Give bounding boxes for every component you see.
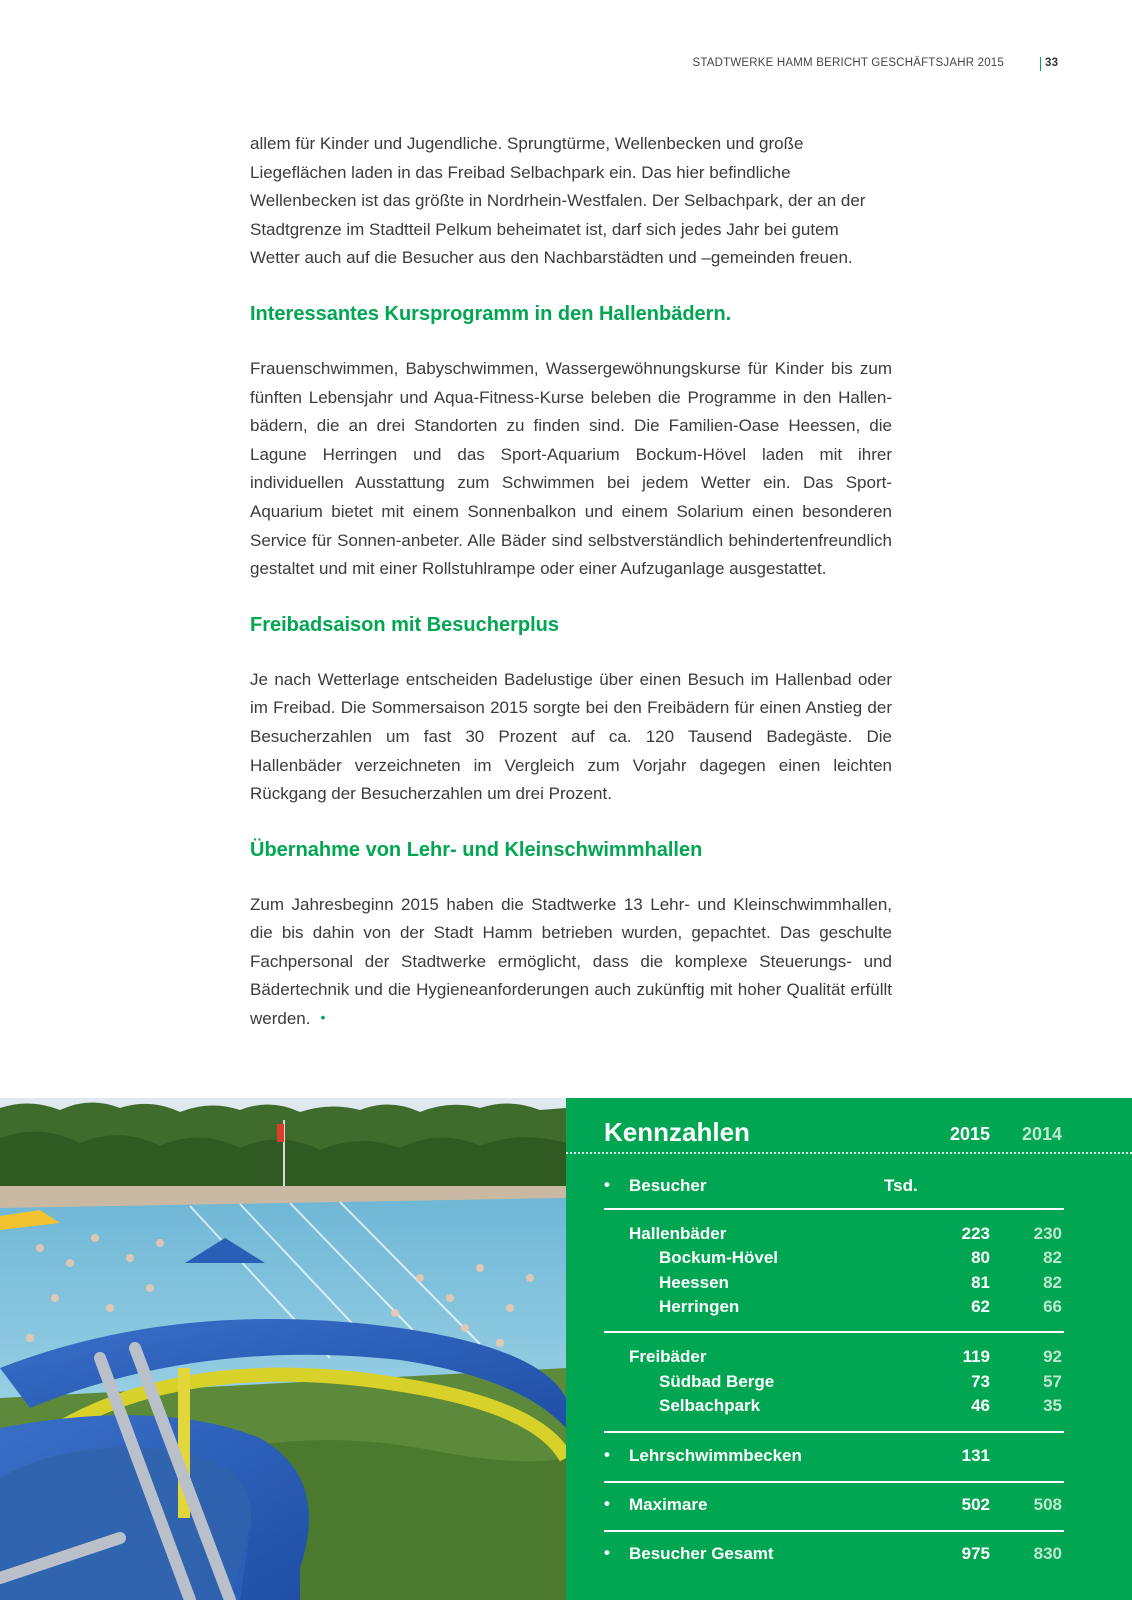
value-2015: 975 [961, 1544, 990, 1563]
table-row-freibaeder [604, 1347, 1066, 1371]
kennzahlen-panel [566, 1098, 1132, 1600]
value-2015: 502 [961, 1495, 990, 1514]
table-row-selbachpark [604, 1396, 1066, 1420]
table-divider [604, 1530, 1064, 1532]
row-label: Freibäder [629, 1347, 707, 1366]
value-2015: 81 [971, 1273, 990, 1292]
value-2014: 82 [1043, 1248, 1062, 1267]
bullet-icon: • [604, 1494, 610, 1513]
value-2014: 35 [1043, 1396, 1062, 1415]
table-divider [604, 1431, 1064, 1433]
section-body-kursprogramm: Frauenschwimmen, Babyschwimmen, Wassergewöhnungskurse für Kinder bis zum fünften Lebensjahr und Aqua-Fitness-Kurse beleben die Programme in den Hallen-bädern, die an drei Standorten zu finden sind. Die Familien-Oase Heessen, die Lagune Herringen und das Sport-Aquarium Bockum-Hövel laden mit ihrer individuellen Ausstattung zum Schwimmen bei jedem Wetter ein. Das Sport-Aquarium bietet mit einem Sonnenbalkon und einem Solarium einen besonderen Service für Sonnen-anbeter. Alle Bäder sind selbstverständlich behindertenfreundlich gestaltet und mit einer Rollstuhlrampe oder einer Aufzuganlage ausgestattet. [250, 358, 892, 579]
section-heading-kursprogramm: Interessantes Kursprogramm in den Hallenbädern. [250, 302, 732, 325]
value-2014: 92 [1043, 1347, 1062, 1366]
kennzahlen-title: Kennzahlen [604, 1117, 750, 1147]
bullet-icon: • [604, 1543, 610, 1562]
table-divider [604, 1481, 1064, 1483]
row-label: Bockum-Hövel [659, 1248, 779, 1267]
bullet-icon: • [604, 1175, 610, 1194]
table-row-hallenbaeder [604, 1224, 1066, 1248]
header-dotted-divider [566, 1152, 1132, 1154]
table-divider [604, 1331, 1064, 1333]
value-2014: 230 [1033, 1224, 1062, 1243]
row-label: Südbad Berge [659, 1372, 775, 1391]
table-row-besucher-gesamt [604, 1544, 1066, 1568]
row-label: Selbachpark [659, 1396, 761, 1415]
table-row-heessen [604, 1273, 1066, 1297]
article-body [250, 130, 892, 1034]
year-previous-header: 2014 [1021, 1124, 1062, 1144]
section-heading-freibadsaison: Freibadsaison mit Besucherplus [250, 613, 559, 636]
row-label: Lehrschwimmbecken [629, 1446, 802, 1465]
table-row-lehrschwimmbecken [604, 1446, 1066, 1470]
table-row-herringen [604, 1297, 1066, 1321]
year-current-header: 2015 [949, 1124, 990, 1144]
end-mark-icon: • [320, 1009, 326, 1026]
row-label: Maximare [629, 1495, 708, 1514]
value-2015: 80 [971, 1248, 990, 1267]
row-label: Hallenbäder [629, 1224, 727, 1243]
running-header [0, 57, 1132, 73]
table-row-suedbad-berge [604, 1372, 1066, 1396]
table-row-besucher [604, 1176, 1066, 1200]
table-row-bockum-hoevel [604, 1248, 1066, 1272]
row-label: Heessen [659, 1273, 729, 1292]
page-number: 33 [1045, 57, 1059, 69]
row-label: Besucher Gesamt [629, 1544, 774, 1563]
value-2015: 131 [961, 1446, 990, 1465]
value-2015: 62 [971, 1297, 990, 1316]
intro-paragraph: allem für Kinder und Jugendliche. Sprungtürme, Wellenbecken und große Liegeflächen laden in das Freibad Selbachpark ein. Das hier befindliche Wellenbecken ist das größte in Nordrhein-Westfalen. Der Selbachpark, der an der Stadtgrenze im Stadtteil Pelkum beheimatet ist, darf sich jedes Jahr bei gutem Wetter auch auf die Besucher aus den Nachbarstädten und –gemeinden freuen. [250, 134, 866, 268]
table-divider [604, 1208, 1064, 1210]
value-2014: 508 [1033, 1495, 1062, 1514]
value-2014: 57 [1043, 1372, 1062, 1391]
value-2015: 73 [971, 1372, 990, 1391]
row-label: Herringen [659, 1297, 740, 1316]
unit-label: Tsd. [884, 1176, 918, 1195]
section-body-uebernahme [250, 891, 892, 1034]
row-label: Besucher [629, 1176, 707, 1195]
header-divider [1040, 57, 1041, 71]
section-heading-uebernahme: Übernahme von Lehr- und Kleinschwimmhallen [250, 838, 703, 861]
table-row-maximare [604, 1495, 1066, 1519]
value-2015: 46 [971, 1396, 990, 1415]
value-2014: 830 [1033, 1544, 1062, 1563]
value-2015: 223 [961, 1224, 990, 1243]
report-title: STADTWERKE HAMM BERICHT GESCHÄFTSJAHR 2015 [692, 57, 1004, 69]
bullet-icon: • [604, 1445, 610, 1464]
uebernahme-text: Zum Jahresbeginn 2015 haben die Stadtwerke 13 Lehr- und Kleinschwimmhallen, die bis dahin von der Stadt Hamm betrieben wurden, gepachtet. Das geschulte Fachpersonal der Stadtwerke ermöglicht, dass die komplexe Steuerungs- und Bädertechnik und die Hygieneanforderungen auch zukünftig mit hoher Qualität erfüllt werden. [250, 894, 892, 1029]
value-2014: 66 [1043, 1297, 1062, 1316]
section-body-freibadsaison: Je nach Wetterlage entscheiden Badelustige über einen Besuch im Hallenbad oder im Freibad. Die Sommersaison 2015 sorgte bei den Freibädern für einen Anstieg der Besucherzahlen um fast 30 Prozent auf ca. 120 Tausend Badegäste. Die Hallenbäder verzeichneten im Vergleich zum Vorjahr dagegen einen leichten Rückgang der Besucherzahlen um drei Prozent. [250, 669, 892, 804]
value-2014: 82 [1043, 1273, 1062, 1292]
pool-slide-illustration [0, 1098, 566, 1600]
value-2015: 119 [962, 1347, 990, 1366]
pool-photo [0, 1098, 566, 1600]
